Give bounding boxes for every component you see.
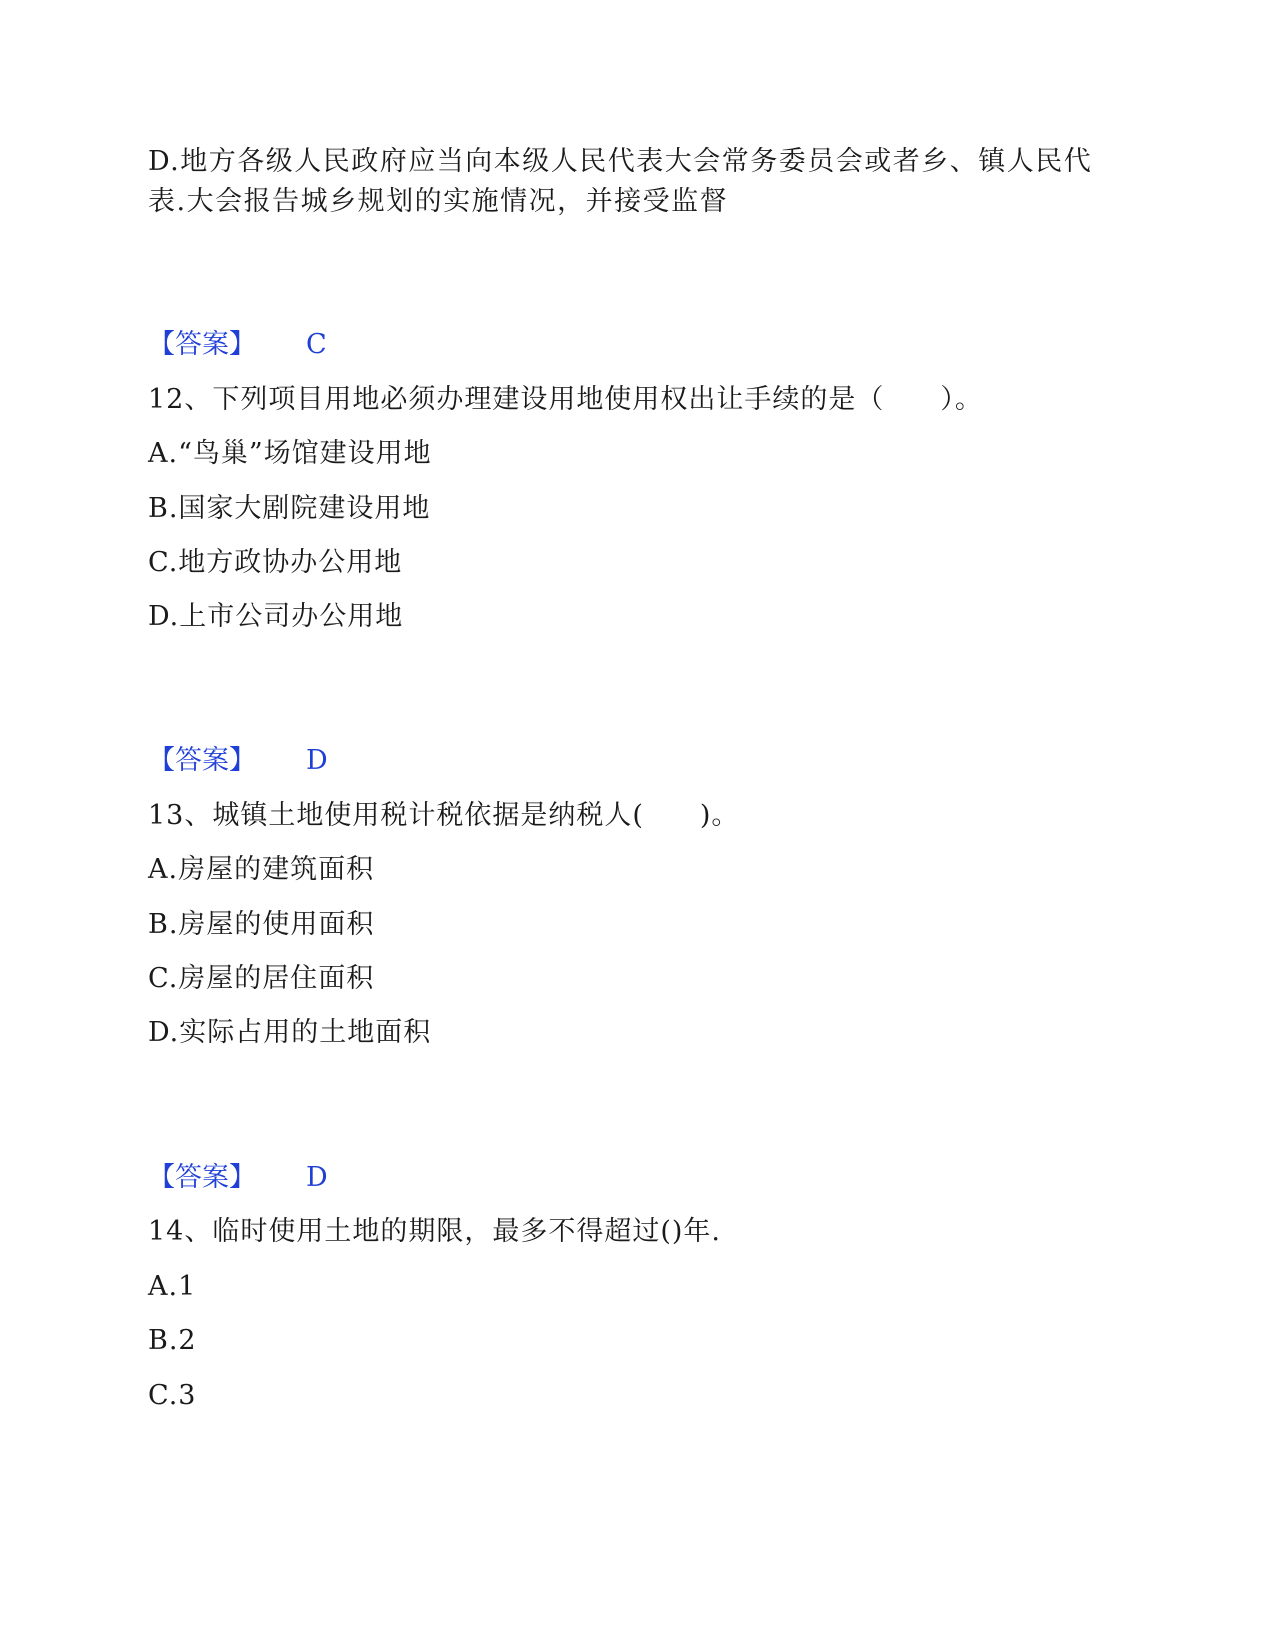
q13-option-b: B.房屋的使用面积 [148, 909, 375, 940]
q12-option-d: D.上市公司办公用地 [148, 601, 404, 632]
answer-value: C [306, 329, 327, 360]
q11-answer [148, 325, 327, 365]
q14-stem: 14、临时使用土地的期限，最多不得超过()年. [148, 1216, 722, 1247]
q12-stem: 12、下列项目用地必须办理建设用地使用权出让手续的是（ ）。 [148, 384, 983, 415]
q14-option-a: A.1 [148, 1271, 197, 1302]
q14-option-c: C.3 [148, 1380, 197, 1411]
q13-option-c: C.房屋的居住面积 [148, 963, 375, 994]
q13-option-d: D.实际占用的土地面积 [148, 1017, 432, 1048]
answer-label: 【答案】 [148, 745, 256, 776]
answer-value: D [306, 1162, 328, 1193]
answer-label: 【答案】 [148, 329, 256, 360]
answer-label: 【答案】 [148, 1162, 256, 1193]
q12-option-c: C.地方政协办公用地 [148, 547, 403, 578]
answer-value: D [306, 745, 328, 776]
prev-question-option-d: D.地方各级人民政府应当向本级人民代表大会常务委员会或者乡、镇人民代表.大会报告城乡规划的实施情况，并接受监督 [148, 146, 1093, 217]
q12-answer [148, 741, 328, 781]
q13-stem: 13、城镇土地使用税计税依据是纳税人( )。 [148, 800, 740, 831]
q13-option-a: A.房屋的建筑面积 [148, 854, 375, 885]
q12-option-a: A.“鸟巢”场馆建设用地 [148, 438, 432, 469]
q13-answer [148, 1158, 328, 1198]
q12-option-b: B.国家大剧院建设用地 [148, 493, 431, 524]
q14-option-b: B.2 [148, 1325, 197, 1356]
